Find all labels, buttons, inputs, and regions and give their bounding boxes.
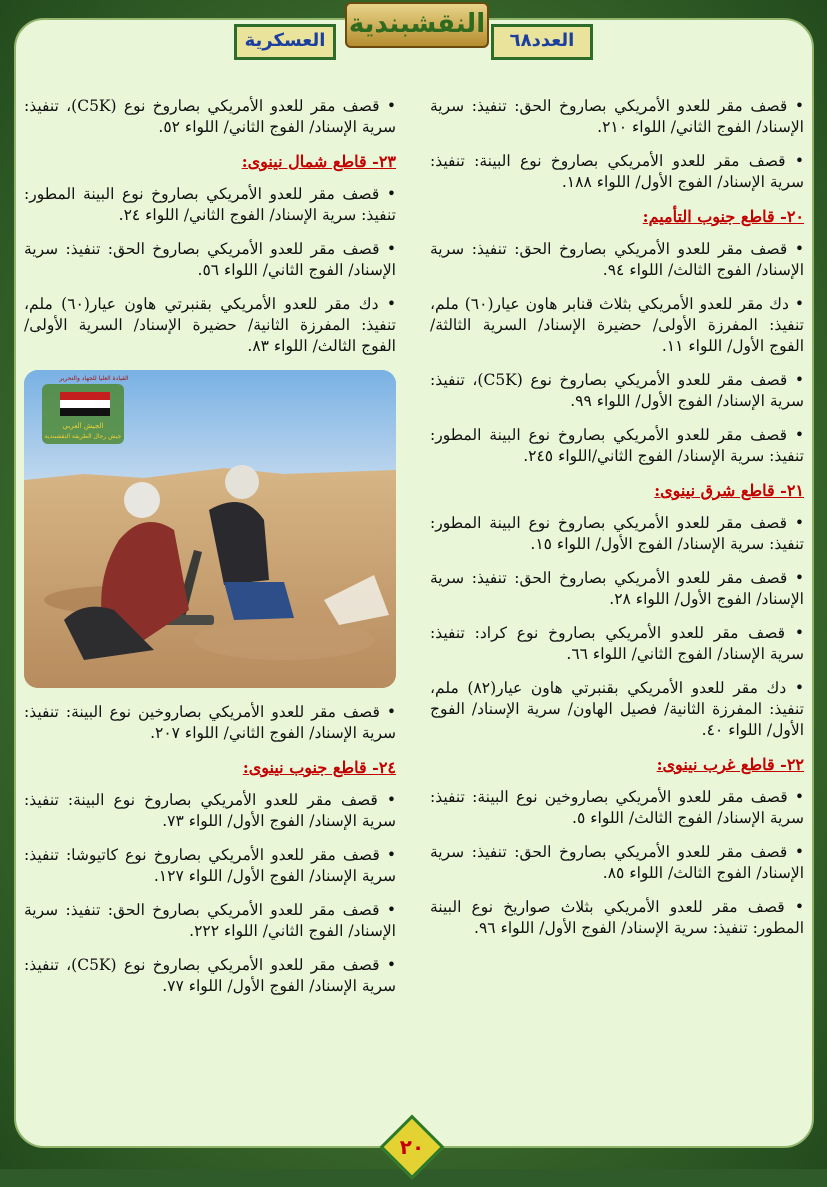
sector-heading: ٢٢- قاطع غرب نينوى:	[656, 755, 804, 774]
operation-item: • دك مقر للعدو الأمريكي بقنبرتي هاون عيار(٨٢) ملم، تنفيذ: المفرزة الثانية/ فصيل الهاون/ سرية الإسناد/ الفوج الأول/ اللواء ٤٠.	[430, 679, 804, 739]
emblem-middle-text: الجيش العربي	[62, 422, 104, 430]
emblem-top-text: القيادة العليا للجهاد والتحرير	[59, 375, 129, 382]
operation-item: • قصف مقر للعدو الأمريكي بصاروخ الحق: تنفيذ: سرية الإسناد/ الفوج الثاني/ اللواء ٥٦.	[24, 240, 396, 279]
operation-item: • قصف مقر للعدو الأمريكي بصاروخين نوع البينة: تنفيذ: سرية الإسناد/ الفوج الثاني/ اللواء ٢٠٧.	[24, 703, 396, 742]
operation-item: • قصف مقر للعدو الأمريكي بصاروخين نوع البينة: تنفيذ: سرية الإسناد/ الفوج الثالث/ اللواء ٥.	[430, 788, 804, 827]
operation-item: • قصف مقر للعدو الأمريكي بصاروخ الحق: تنفيذ: سرية الإسناد/ الفوج الثالث/ اللواء ٩٤.	[430, 240, 804, 279]
emblem-logo	[42, 384, 124, 444]
sector-heading: ٢٣- قاطع شمال نينوى:	[241, 152, 396, 171]
operation-item: • قصف مقر للعدو الأمريكي بثلاث صواريخ نوع البينة المطور: تنفيذ: سرية الإسناد/ الفوج الأول/ اللواء ٩٦.	[430, 898, 804, 937]
left-column	[24, 96, 396, 1010]
operation-item: • دك مقر للعدو الأمريكي بقنبرتي هاون عيار(٦٠) ملم، تنفيذ: المفرزة الثانية/ حضيرة الإسناد/ السرية الأولى/ الفوج الثالث/ اللواء ٨٣.	[24, 295, 396, 355]
operation-item: • قصف مقر للعدو الأمريكي بصاروخ نوع البينة: تنفيذ: سرية الإسناد/ الفوج الأول/ اللواء ١٨٨.	[430, 152, 804, 191]
operation-item: • قصف مقر للعدو الأمريكي بصاروخ الحق: تنفيذ: سرية الإسناد/ الفوج الأول/ اللواء ٢٨.	[430, 569, 804, 608]
operation-item: • قصف مقر للعدو الأمريكي بصاروخ نوع كراد: تنفيذ: سرية الإسناد/ الفوج الثاني/ اللواء ٦٦.	[430, 624, 804, 663]
emblem-bottom-text: جيش رجال الطريقة النقشبندية	[44, 433, 122, 440]
operation-item: • قصف مقر للعدو الأمريكي بصاروخ نوع (C5K)، تنفيذ: سرية الإسناد/ الفوج الأول/ اللواء ٧٧.	[24, 956, 396, 995]
issue-label: العدد٦٨	[491, 24, 593, 60]
sector-heading: ٢٤- قاطع جنوب نينوى:	[242, 758, 396, 777]
sector-heading: ٢١- قاطع شرق نينوى:	[654, 481, 804, 500]
page-number: ٢٠	[399, 1135, 425, 1159]
operation-item: • قصف مقر للعدو الأمريكي بصاروخ الحق: تنفيذ: سرية الإسناد/ الفوج الثاني/ اللواء ٢٢٢.	[24, 901, 396, 940]
operation-item: • قصف مقر للعدو الأمريكي بصاروخ الحق: تنفيذ: سرية الإسناد/ الفوج الثاني/ اللواء ٢١٠.	[430, 97, 804, 136]
operation-item: • قصف مقر للعدو الأمريكي بصاروخ نوع (C5K)، تنفيذ: سرية الإسناد/ الفوج الثاني/ اللواء ٥٢.	[24, 97, 396, 136]
operation-item: • قصف مقر للعدو الأمريكي بصاروخ نوع البينة: تنفيذ: سرية الإسناد/ الفوج الأول/ اللواء ٧٣.	[24, 791, 396, 830]
operation-item: • قصف مقر للعدو الأمريكي بصاروخ نوع البينة المطور: تنفيذ: سرية الإسناد/ الفوج الثاني/ اللواء ٢٤.	[24, 185, 396, 224]
sector-heading: ٢٠- قاطع جنوب التأميم:	[642, 207, 804, 226]
operation-item: • قصف مقر للعدو الأمريكي بصاروخ نوع (C5K)، تنفيذ: سرية الإسناد/ الفوج الأول/ اللواء ٩٩.	[430, 371, 804, 410]
operation-item: • قصف مقر للعدو الأمريكي بصاروخ نوع كاتيوشا: تنفيذ: سرية الإسناد/ الفوج الأول/ اللواء ١٢٧.	[24, 846, 396, 885]
right-column	[430, 96, 804, 952]
operation-item: • قصف مقر للعدو الأمريكي بصاروخ الحق: تنفيذ: سرية الإسناد/ الفوج الثالث/ اللواء ٨٥.	[430, 843, 804, 882]
magazine-logo: النقشبندية	[345, 2, 489, 48]
left-column-top	[24, 96, 396, 357]
section-label: العسكرية	[234, 24, 336, 60]
photo-illustration	[24, 370, 396, 688]
operation-item: • قصف مقر للعدو الأمريكي بصاروخ نوع البينة المطور: تنفيذ: سرية الإسناد/ الفوج الأول/ اللواء ١٥.	[430, 514, 804, 553]
operation-item: • دك مقر للعدو الأمريكي بثلاث قنابر هاون عيار(٦٠) ملم، تنفيذ: المفرزة الأولى/ حضيرة الإسناد/ السرية الثالثة/ الفوج الأول/ اللواء ١١.	[430, 295, 804, 355]
left-column-bottom	[24, 702, 396, 997]
operation-item: • قصف مقر للعدو الأمريكي بصاروخ نوع البينة المطور: تنفيذ: سرية الإسناد/ الفوج الثاني/اللواء ٢٤٥.	[430, 426, 804, 465]
mortar-photo	[24, 370, 396, 688]
